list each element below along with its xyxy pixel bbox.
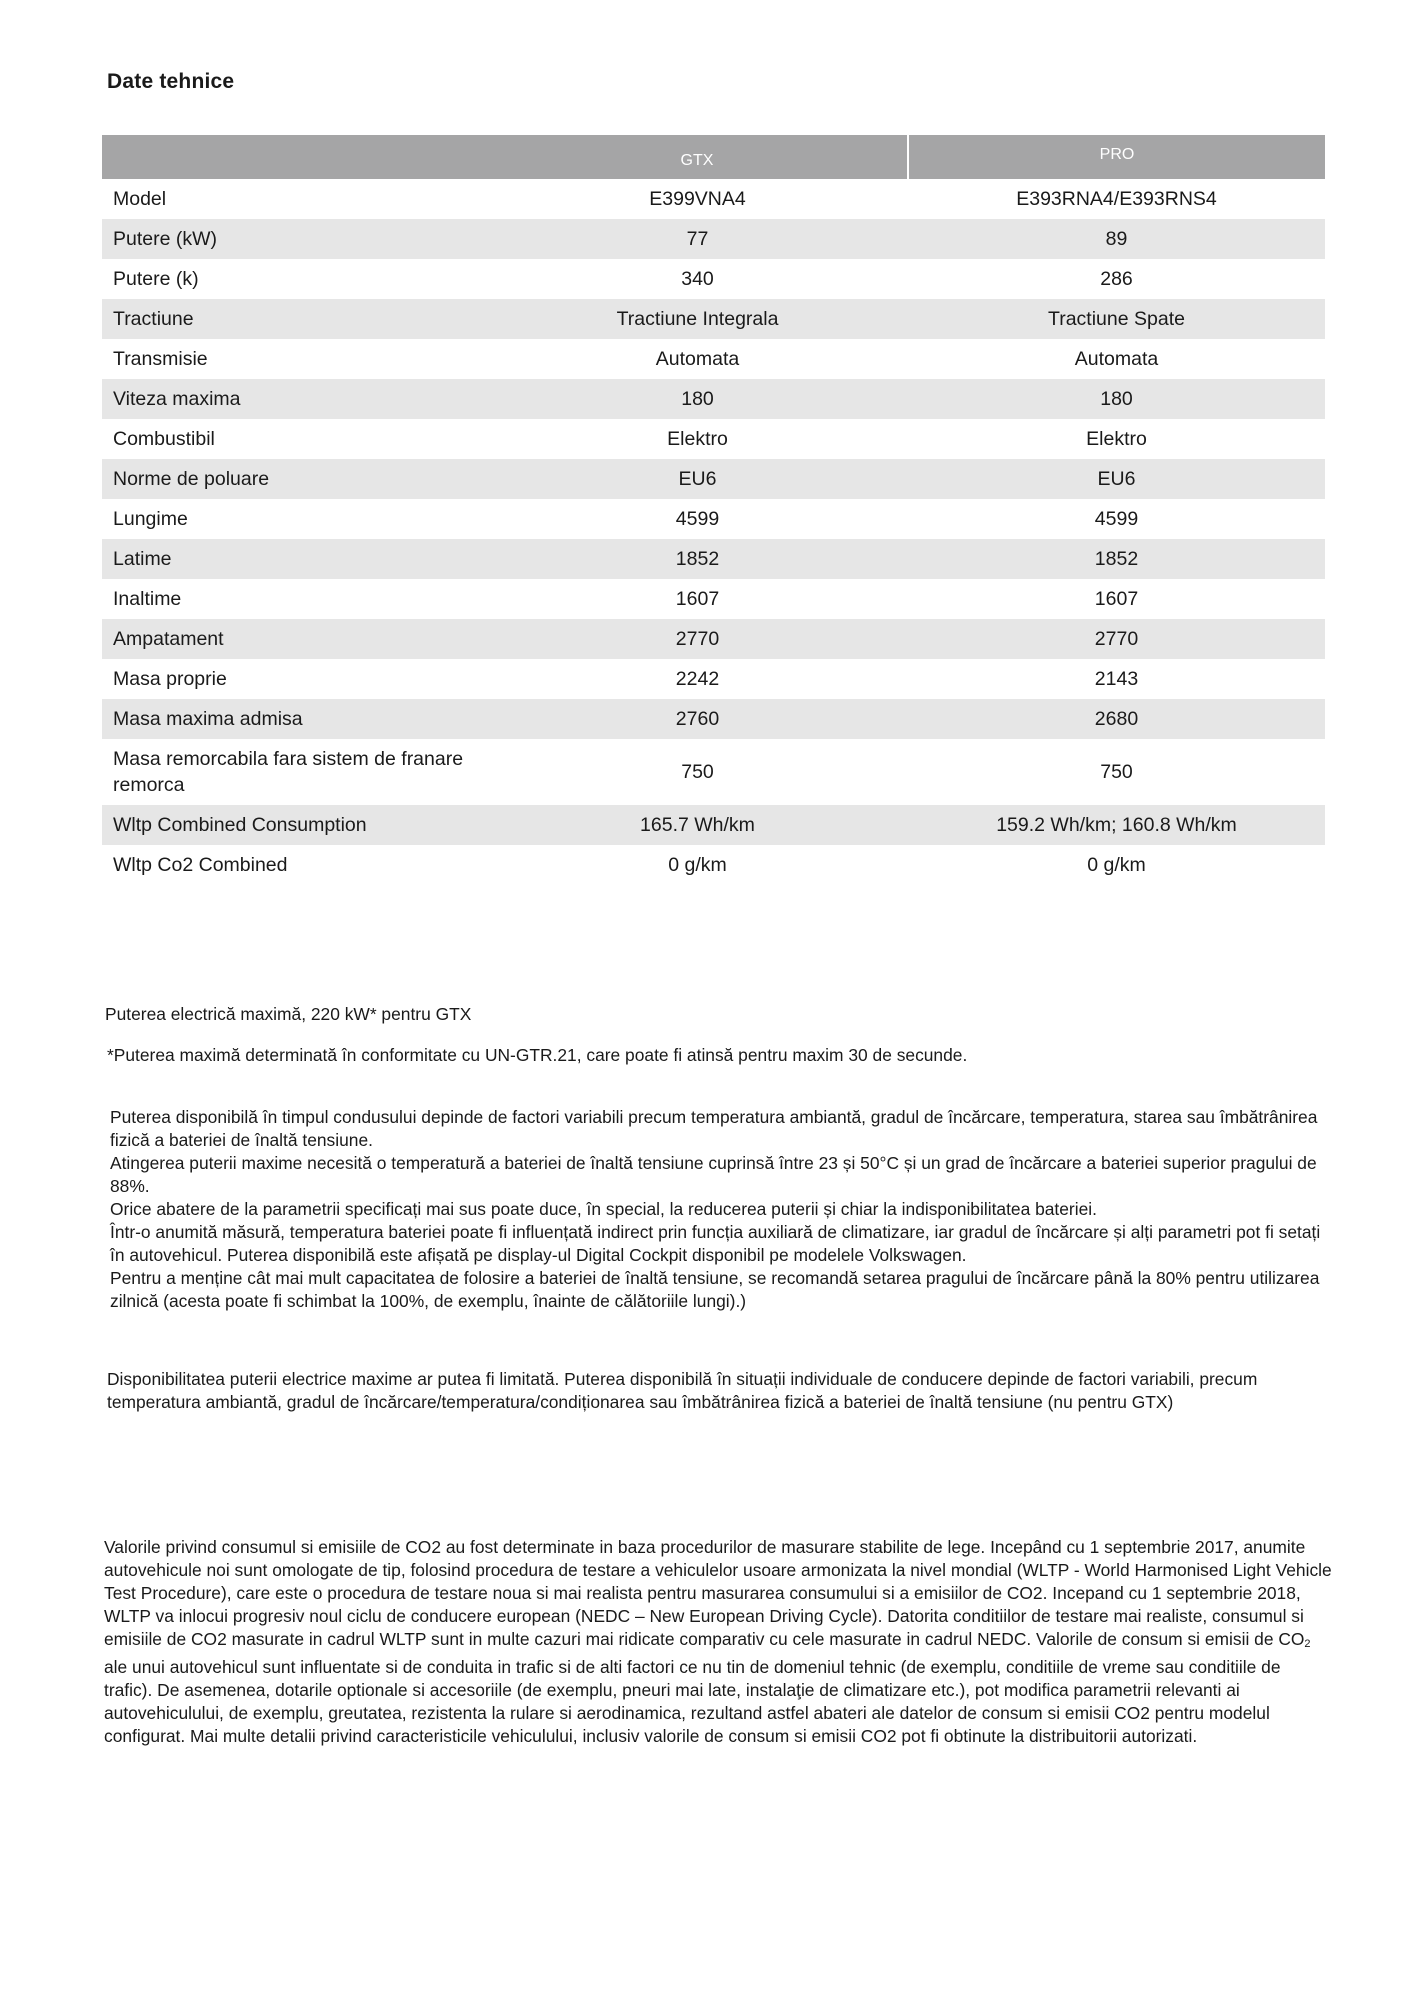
row-label: Model: [113, 187, 167, 210]
pro-value: EU6: [908, 459, 1325, 499]
power-sentence: Într-o anumită măsură, temperatura bateriei poate fi influențată indirect prin funcția auxiliară de climatizare, iar gradul de încărcare și alți parametri pot fi setați în autovehicul. Puterea disponibilă este afișată pe display-ul Digital Cockpit disponibil pe modelele Volkswagen.: [110, 1222, 1321, 1265]
pro-value: 2770: [908, 619, 1325, 659]
row-label: Inaltime: [113, 587, 182, 610]
pro-value: Elektro: [1086, 427, 1147, 450]
header-pro: PRO: [908, 135, 1325, 179]
pro-value: 2680: [908, 699, 1325, 739]
table-row: [102, 219, 1325, 259]
footnote: *Puterea maximă determinată în conformitate cu UN-GTR.21, care poate fi atinsă pentru maxim 30 de secunde.: [107, 1045, 968, 1065]
table-row: [102, 805, 1325, 845]
pro-value: 4599: [1094, 507, 1139, 530]
row-label: Ampatament: [102, 619, 487, 659]
pro-value: 2143: [1094, 667, 1139, 690]
gtx-value: EU6: [487, 459, 908, 499]
consumption-text-cont: ale unui autovehicul sunt influentate si de conduita in trafic si de alti factori ce nu tin de domeniul tehnic (de exemplu, conditiile de vreme sau conditiile de trafic). De asemenea, dotarile optionale si accesoriile (de exemplu, pneuri mai late, instalaţie de climatizare etc.), pot modifica parametrii relevanti ai autovehiculului, de exemplu, greutatea, rezistenta la rulare si aerodinamica, rezultand astfel abateri ale datelor de consum si emisii CO2 pentru modelul configurat. Mai multe detalii privind caracteristicile vehiculului, inclusiv valorile de consum si emisii CO2 pot fi obtinute la distribuitorii autorizati.: [104, 1657, 1281, 1746]
row-label: Masa proprie: [113, 667, 227, 690]
pro-value: Automata: [1074, 347, 1159, 370]
table-row: [102, 339, 1325, 379]
table-row: [102, 379, 1325, 419]
row-label: Putere (k): [113, 267, 199, 290]
pro-value: 89: [908, 219, 1325, 259]
gtx-value: 340: [681, 267, 714, 290]
consumption-text: Valorile privind consumul si emisiile de CO2 au fost determinate in baza procedurilor de masurare stabilite de lege. Incepând cu 1 septembrie 2017, anumite autovehicule noi sunt omologate de tip, folosind procedura de testare a vehiculelor usoare armonizata la nivel mondial (WLTP - World Harmonised Light Vehicle Test Procedure), care este o procedura de testare noua si mai realista pentru masurarea consumului si a emisiilor de CO2. Incepand cu 1 septembrie 2018, WLTP va inlocui progresiv noul ciclu de conducere european (NEDC – New European Driving Cycle). Datorita conditiilor de testare mai realiste, consumul si emisiile de CO2 masurate in cadrul WLTP sunt in multe cazuri mai ridicate comparativ cu cele masurate in cadrul NEDC. Valorile de consum si emisii de CO: [104, 1537, 1332, 1649]
table-row: [102, 579, 1325, 619]
table-row: [102, 845, 1325, 885]
row-label: Viteza maxima: [102, 379, 487, 419]
co2-subscript: 2: [1304, 1638, 1311, 1650]
gtx-value: 1852: [487, 539, 908, 579]
pro-value: 1852: [908, 539, 1325, 579]
pro-value: E393RNA4/E393RNS4: [1016, 187, 1217, 210]
gtx-value: Tractiune Integrala: [487, 299, 908, 339]
gtx-value: 4599: [675, 507, 720, 530]
gtx-value: 750: [681, 760, 714, 783]
pro-value: 286: [1100, 267, 1133, 290]
gtx-value: Automata: [655, 347, 740, 370]
power-sentence: Pentru a menține cât mai mult capacitatea de folosire a bateriei de înaltă tensiune, se recomandă setarea pragului de încărcare până la 80% pentru utilizarea zilnică (acesta poate fi schimbat la 100%, de exemplu, înainte de călătoriile lungi).): [110, 1268, 1320, 1311]
gtx-value: E399VNA4: [649, 187, 746, 210]
power-sentence: Puterea disponibilă în timpul condusului depinde de factori variabili precum temperatura ambiantă, gradul de încărcare, temperatura, starea sau îmbătrânirea fizică a bateriei de înaltă tensiune.: [110, 1107, 1318, 1150]
row-label: Lungime: [113, 507, 188, 530]
pro-value: 1607: [1094, 587, 1139, 610]
row-label: Norme de poluare: [102, 459, 487, 499]
row-label: Masa maxima admisa: [102, 699, 487, 739]
table-row: [102, 739, 1325, 805]
power-sentence: Atingerea puterii maxime necesită o temperatură a bateriei de înaltă tensiune cuprinsă între 23 și 50°C și un grad de încărcare a bateriei superior pragului de 88%.: [110, 1153, 1317, 1196]
availability-paragraph: Disponibilitatea puterii electrice maxime ar putea fi limitată. Puterea disponibilă în situații individuale de conducere depinde de factori variabili, precum temperatura ambiantă, gradul de încărcare/temperatura/condiționarea sau îmbătrânirea fizică a bateriei de înaltă tensiune (nu pentru GTX): [107, 1369, 1258, 1412]
row-label: Wltp Combined Consumption: [102, 805, 487, 845]
gtx-value: Elektro: [667, 427, 728, 450]
gtx-value: 180: [487, 379, 908, 419]
power-paragraph: [110, 1106, 1322, 1313]
table-header-row: [102, 135, 1325, 179]
table-row: [102, 459, 1325, 499]
table-row: [102, 539, 1325, 579]
row-label: Wltp Co2 Combined: [113, 853, 288, 876]
page-title: Date tehnice: [107, 70, 235, 93]
pro-value: Tractiune Spate: [908, 299, 1325, 339]
gtx-value: 2242: [675, 667, 720, 690]
pro-value: 159.2 Wh/km; 160.8 Wh/km: [908, 805, 1325, 845]
gtx-value: 77: [487, 219, 908, 259]
pro-value: 0 g/km: [1087, 853, 1146, 876]
consumption-paragraph: [104, 1536, 1332, 1748]
table-row: [102, 299, 1325, 339]
table-row: [102, 619, 1325, 659]
row-label: Combustibil: [113, 427, 215, 450]
table-row: [102, 699, 1325, 739]
header-empty: [102, 135, 487, 179]
table-row: [102, 659, 1325, 699]
header-gtx: GTX: [487, 135, 908, 179]
gtx-value: 0 g/km: [668, 853, 727, 876]
gtx-value: 165.7 Wh/km: [487, 805, 908, 845]
power-sentence: Orice abatere de la parametrii specificați mai sus poate duce, în special, la reducerea puterii și chiar la indisponibilitatea bateriei.: [110, 1199, 1097, 1219]
row-label: Putere (kW): [102, 219, 487, 259]
pro-value: 180: [908, 379, 1325, 419]
specs-table: [102, 135, 1325, 885]
row-label: Tractiune: [102, 299, 487, 339]
gtx-value: 2770: [487, 619, 908, 659]
max-power-note: Puterea electrică maximă, 220 kW* pentru GTX: [105, 1004, 472, 1024]
table-row: [102, 179, 1325, 219]
table-row: [102, 259, 1325, 299]
gtx-value: 2760: [487, 699, 908, 739]
gtx-value: 1607: [675, 587, 720, 610]
pro-value: 750: [1100, 760, 1133, 783]
row-label: Masa remorcabila fara sistem de franare remorca: [113, 748, 464, 796]
table-row: [102, 499, 1325, 539]
table-row: [102, 419, 1325, 459]
row-label: Transmisie: [113, 347, 208, 370]
row-label: Latime: [102, 539, 487, 579]
